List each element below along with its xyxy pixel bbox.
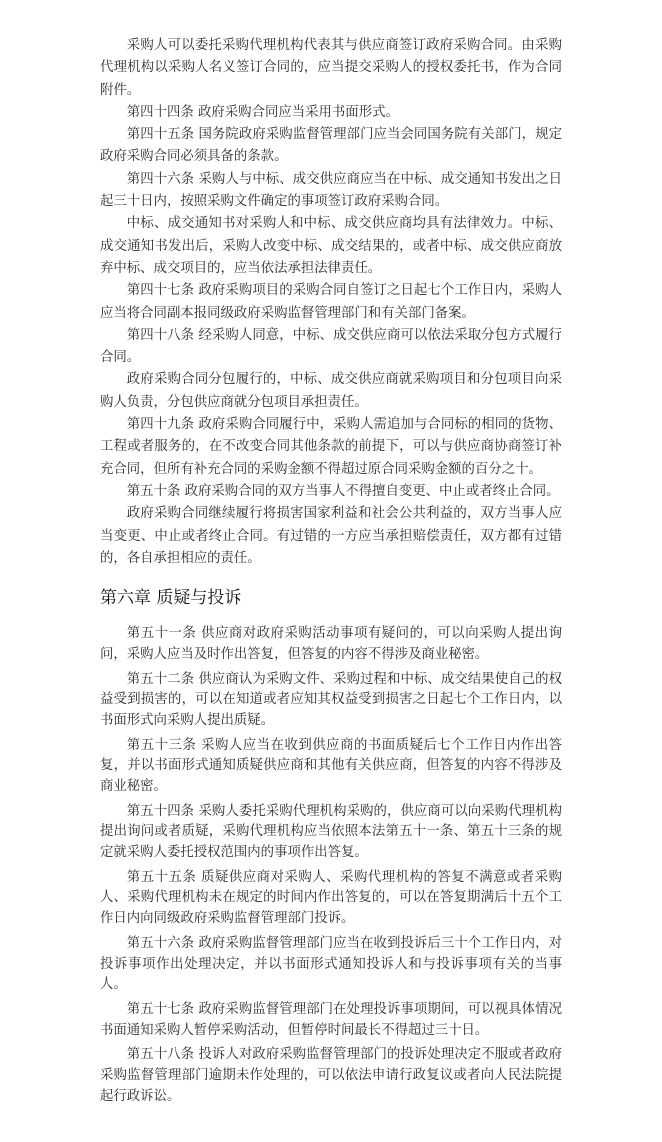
article-47: 第四十七条 政府采购项目的采购合同自签订之日起七个工作日内，采购人应当将合同副本报同级政府采购监督管理部门和有关部门备案。 [100, 283, 562, 321]
article-55: 第五十五条 质疑供应商对采购人、采购代理机构的答复不满意或者采购人、采购代理机构未在规定的时间内作出答复的，可以在答复期满后十五个工作日内向同级政府采购监督管理部门投诉。 [100, 869, 562, 927]
article-52: 第五十二条 供应商认为采购文件、采购过程和中标、成交结果使自己的权益受到损害的，可以在知道或者应知其权益受到损害之日起七个工作日内，以书面形式向采购人提出质疑。 [100, 671, 562, 728]
article-46: 第四十六条 采购人与中标、成交供应商应当在中标、成交通知书发出之日起三十日内，按照采购文件确定的事项签订政府采购合同。 [100, 171, 562, 210]
article-44: 第四十四条 政府采购合同应当采用书面形式。 [126, 104, 399, 120]
contract-section [100, 35, 562, 570]
chapter-body [100, 624, 562, 1107]
article-45: 第四十五条 国务院政府采购监督管理部门应当会同国务院有关部门，规定政府采购合同必须具备的条款。 [100, 127, 562, 165]
article-51: 第五十一条 供应商对政府采购活动事项有疑问的，可以向采购人提出询问，采购人应当及时作出答复，但答复的内容不得涉及商业秘密。 [100, 626, 562, 662]
paragraph: 政府采购合同继续履行将损害国家利益和社会公共利益的，双方当事人应当变更、中止或者终止合同。有过错的一方应当承担赔偿责任，双方都有过错的，各自承担相应的责任。 [100, 506, 562, 566]
chapter-heading: 第六章 质疑与投诉 [100, 588, 242, 609]
article-48: 第四十八条 经采购人同意，中标、成交供应商可以依法采取分包方式履行合同。 [100, 327, 562, 366]
article-49: 第四十九条 政府采购合同履行中，采购人需追加与合同标的相同的货物、工程或者服务的，在不改变合同其他条款的前提下，可以与供应商协商签订补充合同，但所有补充合同的采购金额不得超过原合同采购金额的百分之十。 [100, 417, 562, 477]
paragraph: 采购人可以委托采购代理机构代表其与供应商签订政府采购合同。由采购代理机构以采购人名义签订合同的，应当提交采购人的授权委托书，作为合同附件。 [100, 38, 562, 98]
article-57: 第五十七条 政府采购监督管理部门在处理投诉事项期间，可以视具体情况书面通知采购人暂停采购活动，但暂停时间最长不得超过三十日。 [100, 1002, 562, 1038]
article-53: 第五十三条 采购人应当在收到供应商的书面质疑后七个工作日内作出答复，并以书面形式通知质疑供应商和其他有关供应商，但答复的内容不得涉及商业秘密。 [100, 737, 562, 794]
article-50: 第五十条 政府采购合同的双方当事人不得擅自变更、中止或者终止合同。 [126, 483, 560, 499]
article-54: 第五十四条 采购人委托采购代理机构采购的，供应商可以向采购代理机构提出询问或者质疑，采购代理机构应当依照本法第五十一条、第五十三条的规定就采购人委托授权范围内的事项作出答复。 [100, 803, 562, 860]
article-58: 第五十八条 投诉人对政府采购监督管理部门的投诉处理决定不服或者政府采购监督管理部门逾期未作处理的，可以依法申请行政复议或者向人民法院提起行政诉讼。 [100, 1047, 562, 1104]
article-56: 第五十六条 政府采购监督管理部门应当在收到投诉后三十个工作日内，对投诉事项作出处理决定，并以书面形式通知投诉人和与投诉事项有关的当事人。 [100, 935, 562, 993]
paragraph: 政府采购合同分包履行的，中标、成交供应商就采购项目和分包项目向采购人负责，分包供应商就分包项目承担责任。 [100, 372, 562, 410]
paragraph: 中标、成交通知书对采购人和中标、成交供应商均具有法律效力。中标、成交通知书发出后，采购人改变中标、成交结果的，或者中标、成交供应商放弃中标、成交项目的，应当依法承担法律责任。 [100, 216, 562, 276]
